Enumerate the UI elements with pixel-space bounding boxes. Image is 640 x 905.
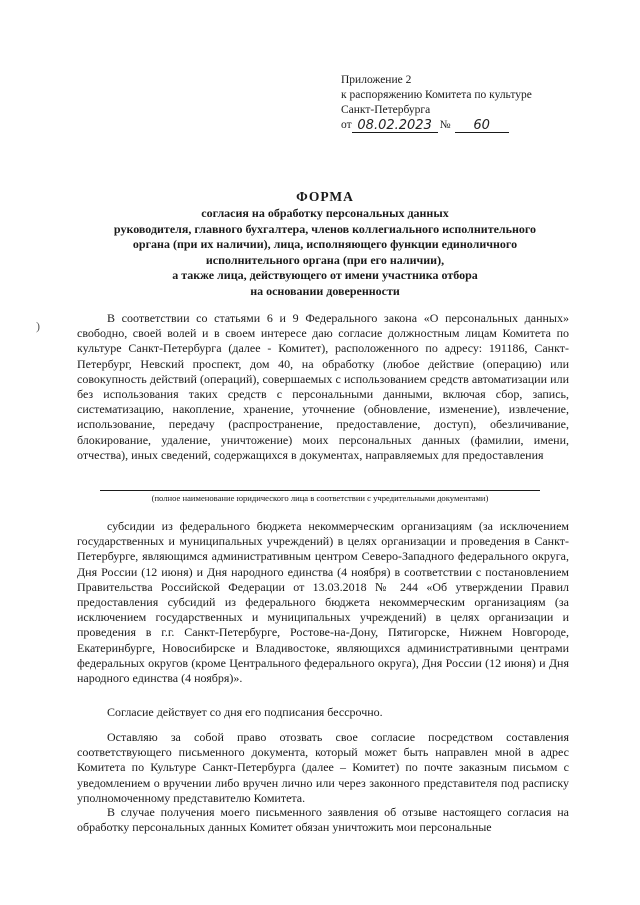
- fill-in-line: [100, 490, 540, 491]
- appendix-city: Санкт-Петербурга: [341, 104, 431, 116]
- appendix-label: Приложение 2: [341, 74, 412, 86]
- title-line: исполнительного органа (при его наличии),: [205, 252, 445, 267]
- title-line: на основании доверенности: [250, 283, 400, 298]
- date-prefix: от: [341, 119, 352, 131]
- handwritten-date: 08.02.2023: [352, 119, 438, 133]
- appendix-order: к распоряжению Комитета по культуре: [341, 89, 532, 101]
- form-title: [60, 188, 590, 300]
- title-main: ФОРМА: [296, 189, 354, 204]
- margin-mark: ): [36, 319, 40, 333]
- fill-in-caption: (полное наименование юридического лица в соответствии с учредительными документами): [151, 493, 489, 503]
- title-line: а также лица, действующего от имени участника отбора: [172, 268, 478, 283]
- validity-paragraph: Согласие действует со дня его подписания бессрочно.: [107, 705, 383, 719]
- consent-intro-paragraph: В соответствии со статьями 6 и 9 Федерального закона «О персональных данных» свободно, своей волей и в своем интересе даю согласие должностным лицам Комитета по культуре Санкт-Петербурга (далее - Комитет), расположенного по адресу: 191186, Санкт-Петербург, Невский проспект, дом 40, на обработку (любое действие (операцию) или совокупность действий (операций), совершаемых с использованием средств автоматизации или без использования таких средств с персональными данными, включая сбор, запись, систематизацию, накопление, хранение, уточнение (обновление, изменение), извлечение, использование, передачу (распространение, предоставление, доступ), обезличивание, блокирование, удаление, уничтожение) моих персональных данных (фамилии, имени, отчества), иных сведений, содержащихся в документах, направляемых для предоставления: [77, 311, 569, 462]
- handwritten-number: 60: [455, 119, 509, 133]
- title-line: органа (при их наличии), лица, исполняющего функции единоличного: [132, 237, 518, 252]
- subsidy-paragraph: субсидии из федерального бюджета некоммерческим организациям (за исключением государственных и муниципальных учреждений) в целях организации и проведения в Санкт-Петербурге, являющимся административным центром Северо-Западного федерального округа, Дня России (12 июня) и Дня народного единства (4 ноября) в соответствии с постановлением Правительства Российской Федерации от 13.03.2018 № 244 «Об утверждении Правил предоставления субсидий из федерального бюджета некоммерческим организациям (за исключением государственных и муниципальных учреждений) в целях организации и проведения в г.г. Санкт-Петербурге, Ростове-на-Дону, Пятигорске, Нижнем Новгороде, Екатеринбурге, Новосибирске и Владивостоке, являющихся административными центрами федеральных округов (кроме Центрального федерального округа), Дня России (12 июня) и Дня народного единства (4 ноября)».: [77, 519, 569, 686]
- title-line: согласия на обработку персональных данных: [201, 206, 449, 220]
- appendix-header: [341, 73, 601, 133]
- appendix-date-line: [341, 118, 601, 133]
- number-sign: №: [439, 119, 451, 131]
- title-line: руководителя, главного бухгалтера, членов коллегиального исполнительного: [113, 221, 537, 236]
- on-revoke-paragraph: В случае получения моего письменного заявления об отзыве настоящего согласия на обработку персональных данных Комитет обязан уничтожить мои персональные: [77, 805, 569, 835]
- revoke-paragraph: Оставляю за собой право отозвать свое согласие посредством составления соответствующего письменного документа, который может быть направлен мной в адрес Комитета по Культуре Санкт-Петербурга (далее – Комитет) по почте заказным письмом с уведомлением о вручении либо вручен лично или через законного представителя под расписку уполномоченному представителю Комитета.: [77, 730, 569, 805]
